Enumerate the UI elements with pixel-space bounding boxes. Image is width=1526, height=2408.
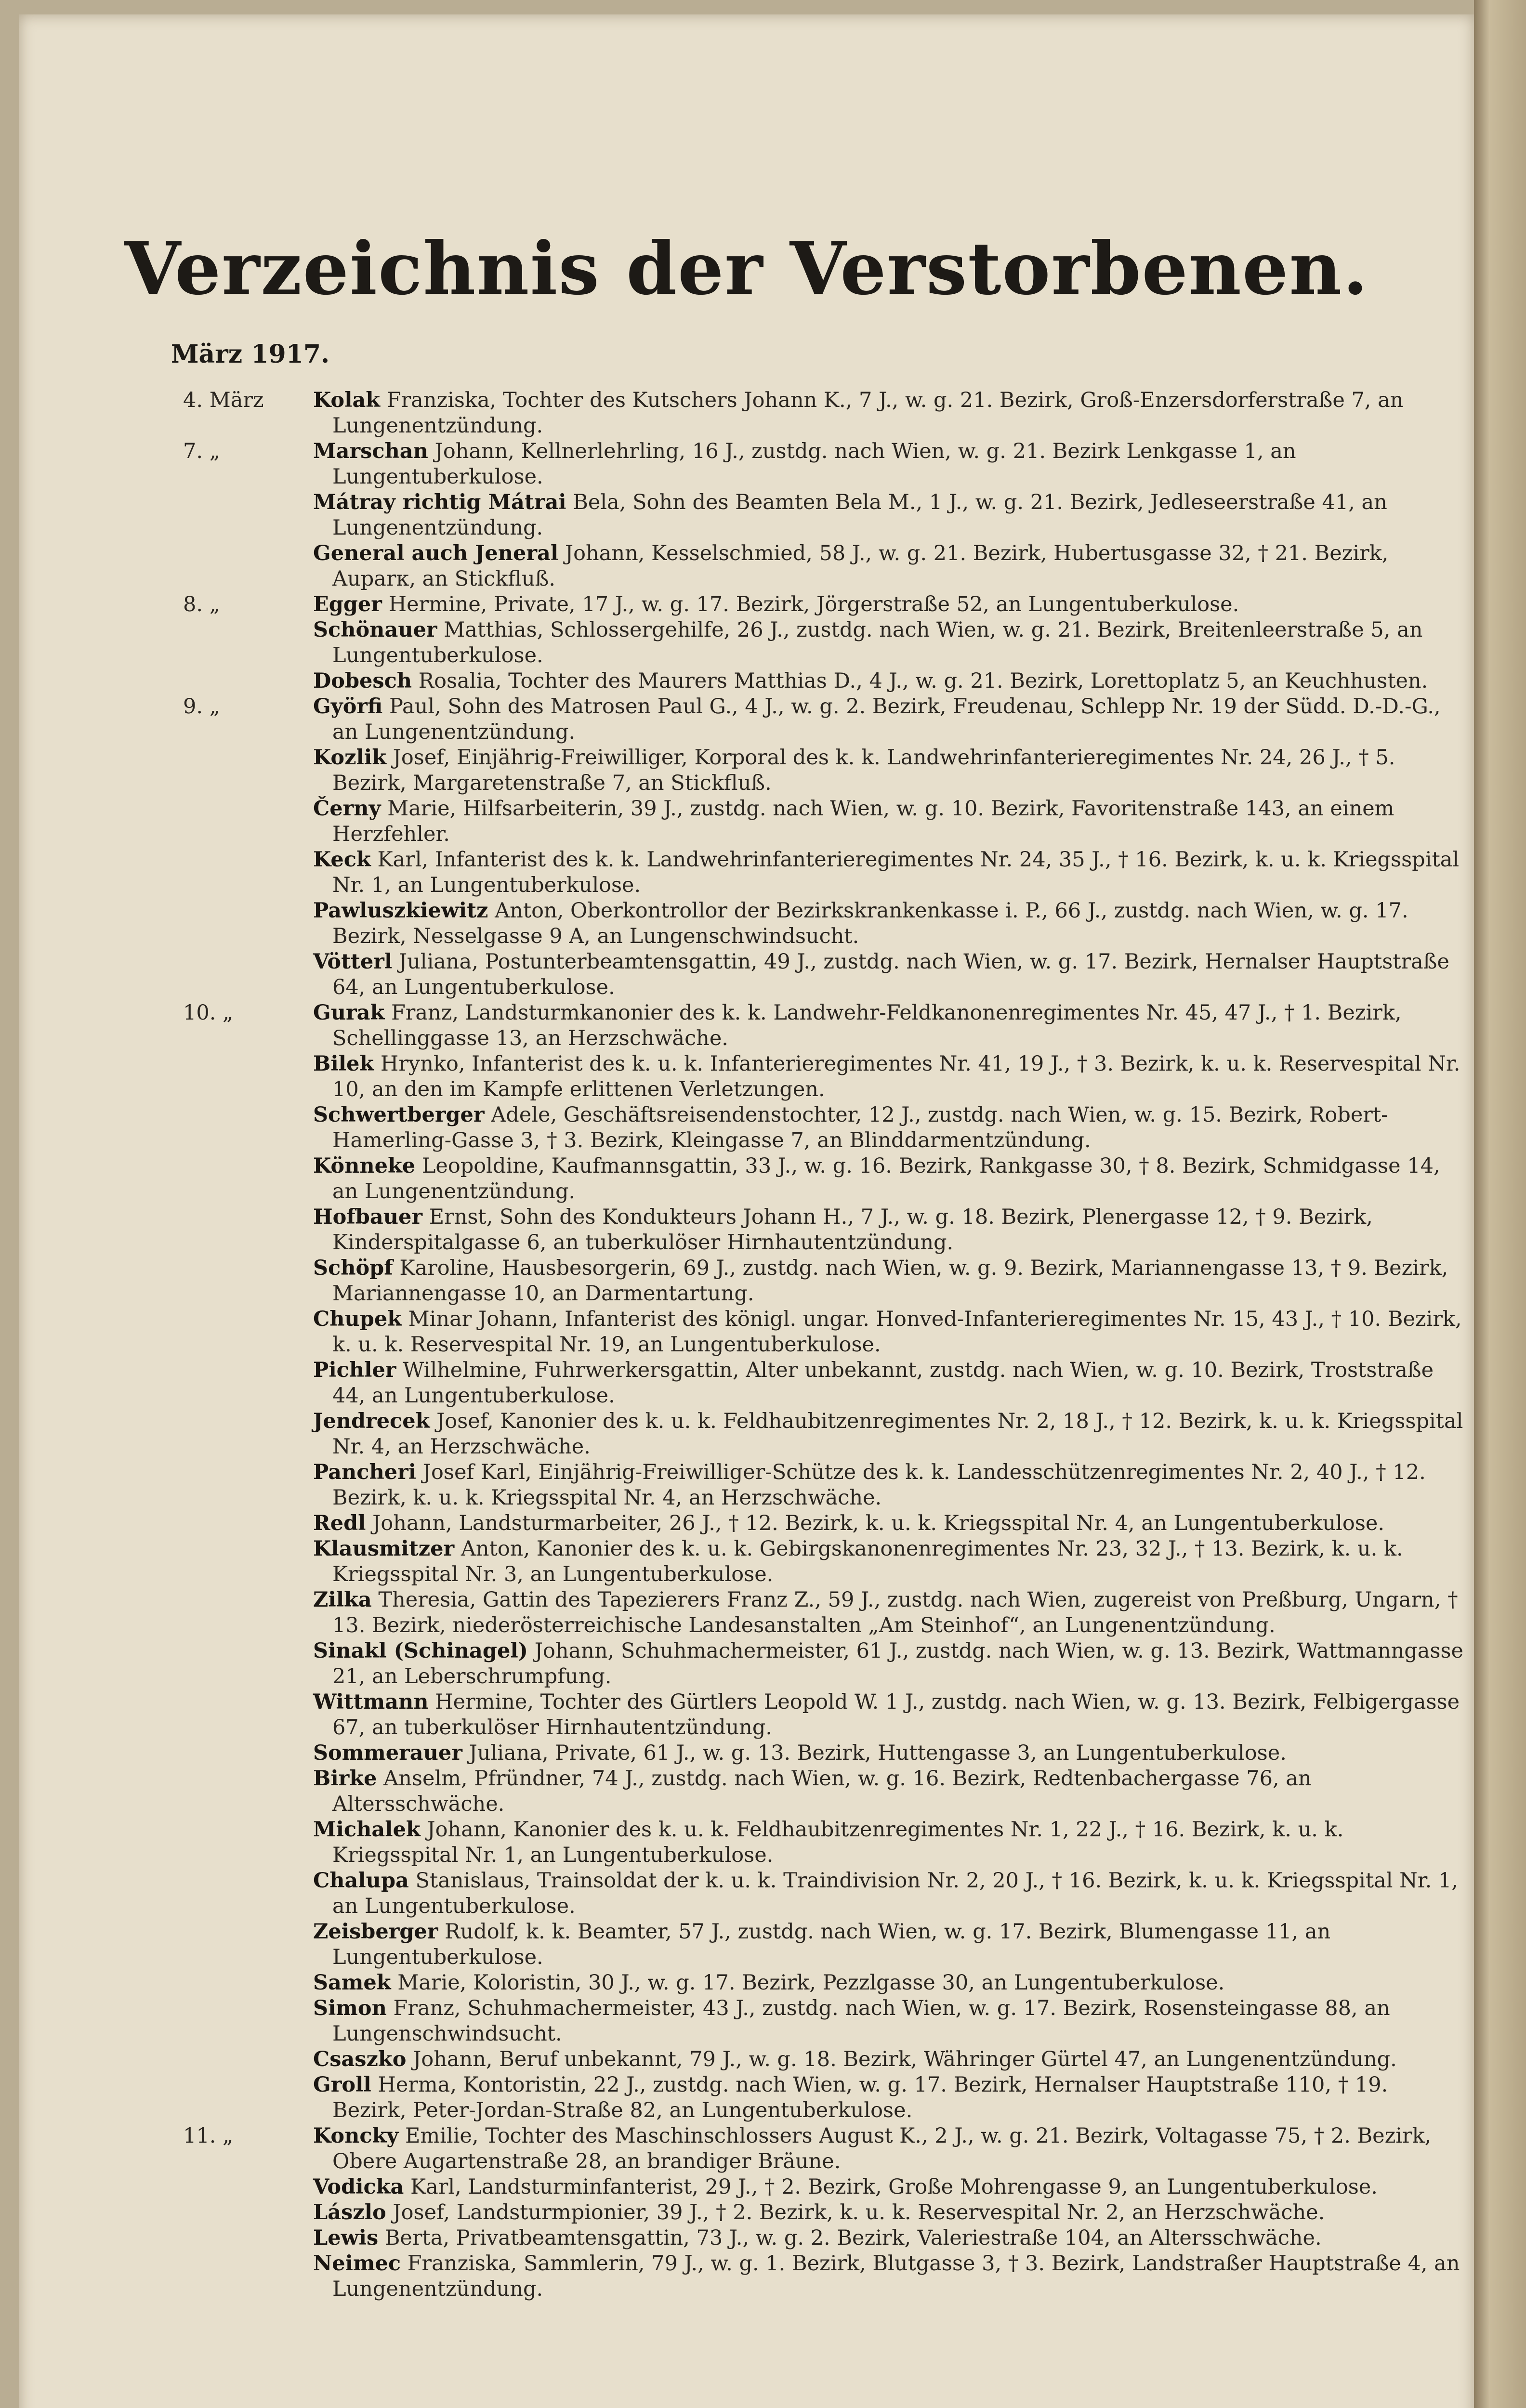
entry-text: Rudolf, k. k. Beamter, 57 J., zustdg. nach Wien, w. g. 17. Bezirk, Blumengasse 11, an Lungentuberkulose. [332,1920,1331,1969]
entry-body [313,1511,1464,1536]
entry-text: Josef, Einjährig-Freiwilliger, Korporal des k. k. Landwehrinfanterieregimentes Nr. 24, 26 J., † 5. Bezirk, Margaretenstraße 7, an Stickfluß. [332,746,1395,795]
entry-surname: General auch Jeneral [313,541,559,565]
entry-body [313,1817,1464,1868]
entry-text: Karl, Landsturminfanterist, 29 J., † 2. Bezirk, Große Mohrengasse 9, an Lungentuberkulose. [410,2175,1378,2199]
entry-text: Karoline, Hausbesorgerin, 69 J., zustdg. nach Wien, w. g. 9. Bezirk, Mariannengasse 13, † 9. Bezirk, Mariannengasse 10, an Darmentartung. [332,1256,1448,1306]
entry-body [313,1689,1464,1741]
list-item [0,1051,1522,1102]
list-item [0,1689,1522,1741]
entry-surname: Sommerauer [313,1741,462,1765]
list-item [0,796,1522,847]
entry-body [313,1536,1464,1587]
list-item [0,1511,1522,1536]
entry-text: Franz, Landsturmkanonier des k. k. Landwehr-Feldkanonenregimentes Nr. 45, 47 J., † 1. Bezirk, Schellinggasse 13, an Herzschwäche. [332,1001,1402,1050]
entry-body [313,2072,1464,2123]
entry-date: 11. „ [183,2124,234,2148]
list-item [0,2072,1522,2123]
entry-surname: Černy [313,797,381,821]
list-item [0,1256,1522,1307]
entry-surname: Lászlo [313,2200,386,2225]
entry-surname: Wittmann [313,1690,429,1714]
list-item [0,1460,1522,1511]
list-item [0,1970,1522,1996]
entry-body [313,1307,1464,1358]
entry-body [313,1000,1464,1051]
entry-body [313,1409,1464,1460]
entry-body [313,2200,1464,2225]
entry-text: Rosalia, Tochter des Maurers Matthias D., 4 J., w. g. 21. Bezirk, Lorettoplatz 5, an Keuchhusten. [418,669,1428,693]
entry-text: Stanislaus, Trainsoldat der k. u. k. Traindivision Nr. 2, 20 J., † 16. Bezirk, k. u. k. Kriegsspital Nr. 1, an Lungentuberkulose. [332,1869,1458,1918]
list-item [0,668,1522,694]
entry-text: Marie, Hilfsarbeiterin, 39 J., zustdg. nach Wien, w. g. 10. Bezirk, Favoritenstraße 143, an einem Herzfehler. [332,797,1394,846]
entry-body [313,668,1464,694]
entry-body [313,2123,1464,2174]
entry-surname: Hofbauer [313,1205,423,1229]
list-item [0,2200,1522,2225]
entry-body [313,617,1464,668]
entry-text: Minar Johann, Infanterist des königl. ungar. Honved-Infanterieregimentes Nr. 15, 43 J., † 10. Bezirk, k. u. k. Reservespital Nr. 19, an Lungentuberkulose. [332,1307,1462,1357]
entry-surname: Gurak [313,1001,385,1025]
list-item [0,1102,1522,1153]
entry-surname: Klausmitzer [313,1537,455,1561]
entry-surname: Pancheri [313,1460,417,1484]
entry-body [313,694,1464,745]
list-item [0,2225,1522,2251]
entry-body [313,898,1464,949]
entry-body [313,2174,1464,2200]
list-item [0,1153,1522,1204]
entry-text: Matthias, Schlossergehilfe, 26 J., zustdg. nach Wien, w. g. 21. Bezirk, Breitenleerstraße 5, an Lungentuberkulose. [332,618,1423,667]
entry-body [313,1919,1464,1970]
list-item [0,694,1522,745]
entry-surname: Egger [313,592,382,616]
month-heading: März 1917. [171,340,330,369]
entry-text: Herma, Kontoristin, 22 J., zustdg. nach Wien, w. g. 17. Bezirk, Hernalser Hauptstraße 110, † 19. Bezirk, Peter-Jordan-Straße 82, an Lungentuberkulose. [332,2073,1388,2122]
entry-surname: Lewis [313,2226,379,2250]
entry-surname: Schönauer [313,618,437,642]
entry-text: Josef Karl, Einjährig-Freiwilliger-Schütze des k. k. Landesschützenregimentes Nr. 2, 40 J., † 12. Bezirk, k. u. k. Kriegsspital Nr. 4, an Herzschwäche. [332,1460,1426,1510]
entry-body [313,541,1464,592]
list-item [0,1536,1522,1587]
entry-body [313,1358,1464,1409]
entry-surname: Neimec [313,2251,401,2276]
list-item [0,847,1522,898]
entry-body [313,1204,1464,1256]
entry-surname: Chupek [313,1307,402,1331]
entry-surname: Zilka [313,1588,372,1612]
entry-text: Josef, Landsturmpionier, 39 J., † 2. Bezirk, k. u. k. Reservespital Nr. 2, an Herzschwäche. [393,2200,1325,2225]
entry-text: Johann, Kesselschmied, 58 J., w. g. 21. Bezirk, Hubertusgasse 32, † 21. Bezirk, Auparк, an Stickfluß. [332,541,1389,591]
entry-surname: Michalek [313,1818,421,1842]
entry-surname: Samek [313,1971,391,1995]
entry-text: Johann, Kellnerlehrling, 16 J., zustdg. nach Wien, w. g. 21. Bezirk Lenkgasse 1, an Lungentuberkulose. [332,439,1296,489]
entry-text: Johann, Kanonier des k. u. k. Feldhaubitzenregimentes Nr. 1, 22 J., † 16. Bezirk, k. u. k. Kriegsspital Nr. 1, an Lungentuberkulose. [332,1818,1344,1867]
entry-text: Paul, Sohn des Matrosen Paul G., 4 J., w. g. 2. Bezirk, Freudenau, Schlepp Nr. 19 der Südd. D.-D.-G., an Lungenentzündung. [332,694,1441,744]
list-item [0,2123,1522,2174]
entry-surname: Chalupa [313,1869,409,1893]
list-item [0,1919,1522,1970]
list-item [0,1409,1522,1460]
entry-body [313,2251,1464,2302]
entry-surname: Kolak [313,388,381,412]
list-item [0,1358,1522,1409]
entry-text: Leopoldine, Kaufmannsgattin, 33 J., w. g. 16. Bezirk, Rankgasse 30, † 8. Bezirk, Schmidgasse 14, an Lungenentzündung. [332,1154,1440,1204]
entry-date: 8. „ [183,592,220,616]
entry-text: Theresia, Gattin des Tapezierers Franz Z., 59 J., zustdg. nach Wien, zugereist von Preßburg, Ungarn, † 13. Bezirk, niederösterreichische Landesanstalten „Am Steinhof“, an Lungenentzündung. [332,1588,1458,1637]
entry-surname: Zeisberger [313,1920,438,1944]
list-item [0,2251,1522,2302]
death-register-list [0,388,1522,2302]
list-item [0,1204,1522,1256]
entry-body [313,949,1464,1000]
list-item [0,1587,1522,1638]
entry-body [313,388,1464,439]
entry-body [313,490,1464,541]
entry-text: Berta, Privatbeamtensgattin, 73 J., w. g. 2. Bezirk, Valeriestraße 104, an Altersschwäche. [384,2226,1322,2250]
entry-text: Franziska, Tochter des Kutschers Johann K., 7 J., w. g. 21. Bezirk, Groß-Enzersdorferstraße 7, an Lungenentzündung. [332,388,1404,438]
entry-surname: Mátray richtig Mátrai [313,490,566,514]
list-item [0,1817,1522,1868]
entry-text: Wilhelmine, Fuhrwerkersgattin, Alter unbekannt, zustdg. nach Wien, w. g. 10. Bezirk, Troststraße 44, an Lungentuberkulose. [332,1358,1434,1408]
entry-body [313,745,1464,796]
list-item [0,388,1522,439]
entry-body [313,1102,1464,1153]
entry-date: 10. „ [183,1001,234,1025]
entry-text: Bela, Sohn des Beamten Bela M., 1 J., w. g. 21. Bezirk, Jedleseerstraße 41, an Lungenentzündung. [332,490,1387,540]
entry-body [313,847,1464,898]
entry-date: 9. „ [183,694,220,719]
entry-body [313,1996,1464,2047]
entry-text: Johann, Beruf unbekannt, 79 J., w. g. 18. Bezirk, Währinger Gürtel 47, an Lungenentzündung. [413,2047,1397,2071]
entry-body [313,1970,1464,1996]
entry-surname: Csaszko [313,2047,407,2071]
entry-text: Franziska, Sammlerin, 79 J., w. g. 1. Bezirk, Blutgasse 3, † 3. Bezirk, Landstraßer Hauptstraße 4, an Lungenentzündung. [332,2251,1460,2301]
entry-body [313,1587,1464,1638]
entry-surname: Vodicka [313,2175,404,2199]
entry-surname: Marschan [313,439,428,463]
entry-text: Anselm, Pfründner, 74 J., zustdg. nach Wien, w. g. 16. Bezirk, Redtenbachergasse 76, an Altersschwäche. [332,1767,1312,1816]
entry-text: Johann, Landsturmarbeiter, 26 J., † 12. Bezirk, k. u. k. Kriegsspital Nr. 4, an Lungentuberkulose. [372,1511,1384,1535]
entry-body [313,1256,1464,1307]
entry-text: Franz, Schuhmachermeister, 43 J., zustdg. nach Wien, w. g. 17. Bezirk, Rosensteingasse 88, an Lungenschwindsucht. [332,1996,1390,2046]
list-item [0,541,1522,592]
entry-surname: Györfi [313,694,383,719]
list-item [0,2174,1522,2200]
list-item [0,1996,1522,2047]
entry-body [313,1868,1464,1919]
list-item [0,1766,1522,1817]
entry-surname: Vötterl [313,950,393,974]
entry-surname: Groll [313,2073,371,2097]
entry-text: Josef, Kanonier des k. u. k. Feldhaubitzenregimentes Nr. 2, 18 J., † 12. Bezirk, k. u. k. Kriegsspital Nr. 4, an Herzschwäche. [332,1409,1463,1459]
page-title: Verzeichnis der Verstorbenen. [124,226,1369,311]
entry-surname: Schöpf [313,1256,393,1280]
entry-body [313,1741,1464,1766]
entry-surname: Sinakl (Schinagel) [313,1639,528,1663]
entry-body [313,592,1464,617]
entry-text: Hermine, Tochter des Gürtlers Leopold W. 1 J., zustdg. nach Wien, w. g. 13. Bezirk, Felbigergasse 67, an tuberkulöser Hirnhautentzündung. [332,1690,1460,1740]
entry-text: Anton, Oberkontrollor der Bezirkskrankenkasse i. P., 66 J., zustdg. nach Wien, w. g. 17. Bezirk, Nesselgasse 9 A, an Lungenschwindsucht. [332,899,1408,948]
list-item [0,592,1522,617]
entry-date: 4. März [183,388,264,412]
entry-surname: Könneke [313,1154,416,1178]
entry-date: 7. „ [183,439,220,463]
list-item [0,2047,1522,2072]
entry-text: Hermine, Private, 17 J., w. g. 17. Bezirk, Jörgerstraße 52, an Lungentuberkulose. [388,592,1239,616]
entry-body [313,2047,1464,2072]
entry-surname: Keck [313,848,371,872]
list-item [0,617,1522,668]
entry-text: Hrynko, Infanterist des k. u. k. Infanterieregimentes Nr. 41, 19 J., † 3. Bezirk, k. u. k. Reservespital Nr. 10, an den im Kampfe erlittenen Verletzungen. [332,1052,1460,1101]
entry-surname: Schwertberger [313,1103,485,1127]
entry-body [313,439,1464,490]
list-item [0,898,1522,949]
entry-body [313,1460,1464,1511]
entry-body [313,1638,1464,1689]
entry-text: Adele, Geschäftsreisendenstochter, 12 J., zustdg. nach Wien, w. g. 15. Bezirk, Robert-Hamerling-Gasse 3, † 3. Bezirk, Kleingasse 7, an Blinddarmentzündung. [332,1103,1388,1152]
entry-surname: Jendrecek [313,1409,430,1433]
list-item [0,439,1522,490]
list-item [0,1638,1522,1689]
entry-text: Emilie, Tochter des Maschinschlossers August K., 2 J., w. g. 21. Bezirk, Voltagasse 75, † 2. Bezirk, Obere Augartenstraße 28, an brandiger Bräune. [332,2124,1432,2173]
entry-text: Anton, Kanonier des k. u. k. Gebirgskanonenregimentes Nr. 23, 32 J., † 13. Bezirk, k. u. k. Kriegsspital Nr. 3, an Lungentuberkulose. [332,1537,1403,1586]
entry-text: Juliana, Postunterbeamtensgattin, 49 J., zustdg. nach Wien, w. g. 17. Bezirk, Hernalser Hauptstraße 64, an Lungentuberkulose. [332,950,1449,999]
entry-body [313,1153,1464,1204]
entry-body [313,796,1464,847]
entry-body [313,1051,1464,1102]
entry-surname: Bilek [313,1052,374,1076]
entry-text: Johann, Schuhmachermeister, 61 J., zustdg. nach Wien, w. g. 13. Bezirk, Wattmanngasse 21, an Leberschrumpfung. [332,1639,1464,1688]
entry-text: Karl, Infanterist des k. k. Landwehrinfanterieregimentes Nr. 24, 35 J., † 16. Bezirk, k. u. k. Kriegsspital Nr. 1, an Lungentuberkulose. [332,848,1460,897]
entry-body [313,2225,1464,2251]
entry-surname: Birke [313,1767,377,1791]
entry-text: Juliana, Private, 61 J., w. g. 13. Bezirk, Huttengasse 3, an Lungentuberkulose. [469,1741,1287,1765]
list-item [0,1741,1522,1766]
entry-surname: Dobesch [313,669,412,693]
list-item [0,1307,1522,1358]
list-item [0,1000,1522,1051]
entry-surname: Simon [313,1996,387,2020]
entry-surname: Kozlik [313,746,386,770]
entry-text: Ernst, Sohn des Kondukteurs Johann H., 7 J., w. g. 18. Bezirk, Plenergasse 12, † 9. Bezirk, Kinderspitalgasse 6, an tuberkulöser Hirnhautentzündung. [332,1205,1373,1255]
list-item [0,949,1522,1000]
entry-surname: Pawluszkiewitz [313,899,488,923]
list-item [0,1868,1522,1919]
entry-text: Marie, Koloristin, 30 J., w. g. 17. Bezirk, Pezzlgasse 30, an Lungentuberkulose. [397,1971,1225,1995]
entry-surname: Pichler [313,1358,396,1382]
list-item [0,490,1522,541]
list-item [0,745,1522,796]
entry-surname: Koncky [313,2124,399,2148]
entry-body [313,1766,1464,1817]
entry-surname: Redl [313,1511,366,1535]
